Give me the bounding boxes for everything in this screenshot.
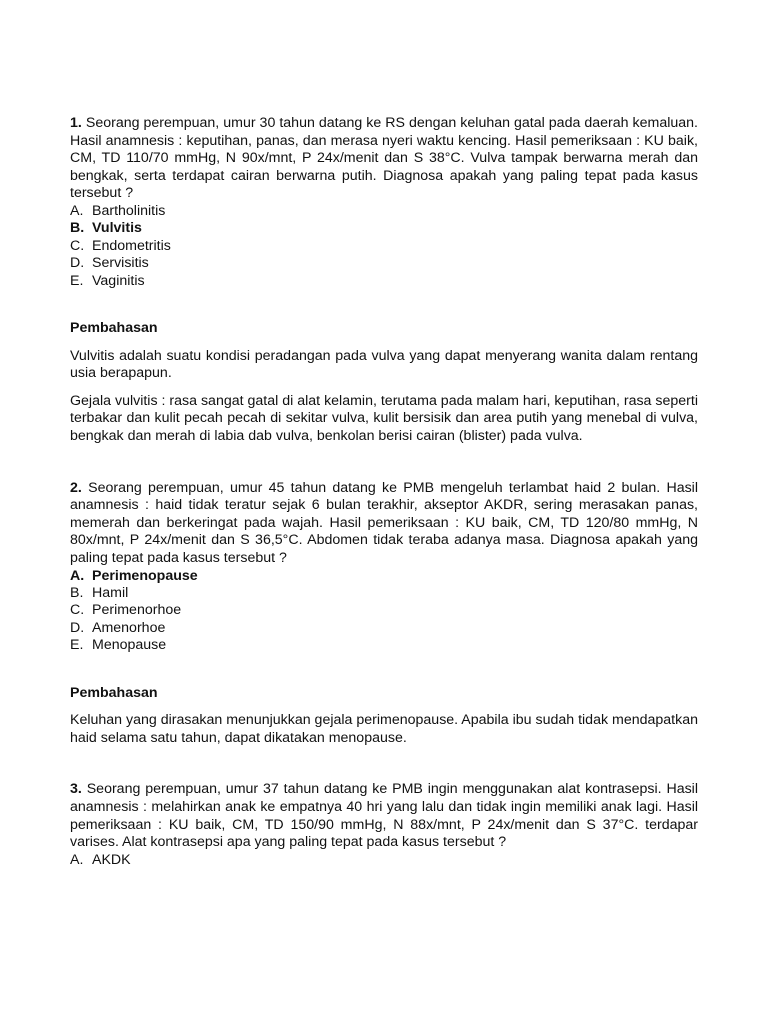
option-text: Perimenorhoe (92, 602, 182, 619)
discussion-paragraph: Keluhan yang dirasakan menunjukkan gejala perimenopause. Apabila ibu sudah tidak mendapatkan haid selama satu tahun, dapat dikatakan menopause. (70, 712, 698, 746)
discussion-heading: Pembahasan (70, 320, 158, 336)
discussion-paragraph: Gejala vulvitis : rasa sangat gatal di alat kelamin, terutama pada malam hari, keputihan, rasa seperti terbakar dan kulit pecah pecah di sekitar vulva, kulit bersisik dan area putih yang menebal di vulva, bengkak dan merah di labia dab vulva, benkolan berisi cairan (blister) pada vulva. (70, 392, 698, 444)
option-item (70, 238, 698, 255)
option-letter: E. (70, 637, 84, 654)
option-item (70, 602, 698, 619)
option-letter: C. (70, 237, 85, 254)
option-item (70, 273, 698, 290)
question-1 (70, 115, 698, 446)
option-text: Hamil (92, 584, 129, 601)
option-item-correct (70, 220, 698, 237)
question-1-stem (70, 115, 698, 203)
option-letter: A. (70, 567, 85, 584)
question-2-options (70, 568, 698, 655)
discussion-heading: Pembahasan (70, 684, 158, 701)
option-text: Vaginitis (92, 272, 145, 289)
option-item (70, 637, 698, 654)
option-text: Perimenopause (92, 567, 198, 584)
option-item (70, 203, 698, 220)
option-text: Menopause (92, 637, 167, 654)
option-text: Servisitis (92, 255, 149, 272)
question-3-stem (70, 781, 698, 851)
option-letter: D. (70, 255, 85, 272)
question-1-text: Seorang perempuan, umur 30 tahun datang ke RS dengan keluhan gatal pada daerah kemaluan. Hasil anamnesis : keputihan, panas, dan merasa nyeri waktu kencing. Hasil pemeriksaan : KU baik, CM, TD 110/70 mmHg, N 90x/mnt, P 24x/menit dan S 38°C. Vulva tampak berwarna merah dan bengkak, serta terdapat cairan berwarna putih. Diagnosa apakah yang paling tepat pada kasus tersebut ? (70, 115, 698, 202)
question-3-number: 3. (70, 781, 82, 798)
option-letter: B. (70, 584, 84, 601)
option-letter: C. (70, 602, 85, 619)
question-1-options (70, 203, 698, 290)
option-letter: A. (70, 202, 84, 219)
option-text: Bartholinitis (92, 202, 166, 219)
question-2-number: 2. (70, 479, 82, 496)
discussion-paragraph: Vulvitis adalah suatu kondisi peradangan pada vulva yang dapat menyerang wanita dalam rentang usia berapapun. (70, 347, 698, 382)
option-item (70, 585, 698, 602)
option-item (70, 620, 698, 637)
question-1-number: 1. (70, 115, 82, 131)
option-item (70, 852, 698, 869)
option-letter: E. (70, 272, 84, 289)
question-2-text: Seorang perempuan, umur 45 tahun datang ke PMB mengeluh terlambat haid 2 bulan. Hasil anamnesis : haid tidak teratur sejak 6 bulan terakhir, akseptor AKDR, sering merasakan panas, memerah dan berkeringat pada wajah. Hasil pemeriksaan : KU baik, CM, TD 120/80 mmHg, N 80x/mnt, P 24x/menit dan S 36,5°C. Abdomen tidak teraba adanya masa. Diagnosa apakah yang paling tepat pada kasus tersebut ? (70, 479, 698, 566)
option-item (70, 255, 698, 272)
question-3-options (70, 852, 698, 869)
option-letter: D. (70, 619, 85, 636)
option-letter: B. (70, 220, 85, 237)
question-3 (70, 781, 698, 869)
option-text: Amenorhoe (92, 619, 166, 636)
option-item-correct (70, 568, 698, 585)
question-2 (70, 480, 698, 748)
option-text: Endometritis (92, 237, 171, 254)
option-text: AKDK (92, 851, 131, 868)
option-letter: A. (70, 851, 84, 868)
question-3-text: Seorang perempuan, umur 37 tahun datang ke PMB ingin menggunakan alat kontrasepsi. Hasil anamnesis : melahirkan anak ke empatnya 40 hri yang lalu dan tidak ingin memiliki anak lagi. Hasil pemeriksaan : KU baik, CM, TD 150/90 mmHg, N 88x/mnt, P 24x/menit dan S 37°C. terdapar varises. Alat kontrasepsi apa yang paling tepat pada kasus tersebut ? (70, 781, 698, 851)
document-content (70, 115, 698, 869)
question-2-stem (70, 480, 698, 568)
option-text: Vulvitis (92, 220, 142, 237)
